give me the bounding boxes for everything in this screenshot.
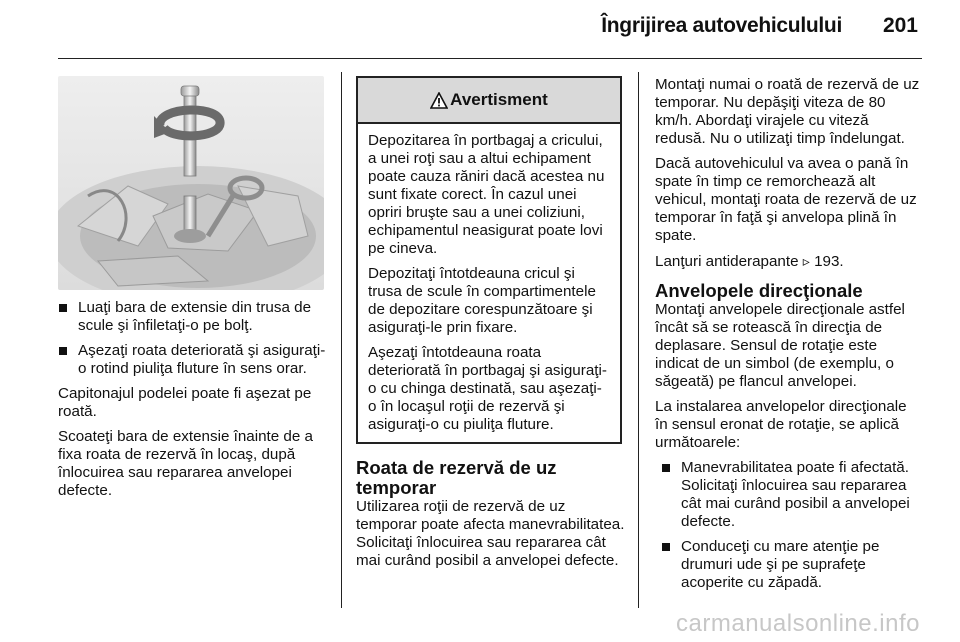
header-rule [58,58,922,59]
warning-box [356,76,622,444]
middle-column [356,458,628,577]
list-item: Aşezaţi roata deteriorată şi asiguraţi-o rotind piuliţa fluture în sens orar. [58,342,326,378]
list-item: Luaţi bara de extensie din trusa de scule şi înfiletaţi-o pe bolţ. [58,299,326,335]
column-divider-1 [341,72,342,608]
column-divider-2 [638,72,639,608]
warning-body [358,124,620,434]
paragraph: Montaţi numai o roată de rezervă de uz temporar. Nu depăşiţi viteza de 80 km/h. Abordaţi virajele cu viteză redusă. Nu o utilizaţi timp îndelungat. [655,76,920,147]
section-title: Îngrijirea autovehiculului [601,14,842,37]
paragraph: Montaţi anvelopele direcţionale astfel încât să se rotească în direcţia de deplasare. Sensul de rotaţie este indicat de un simbol (de exemplu, o săgeată) pe flancul anvelopei. [655,301,905,390]
spare-wheel-illustration [58,76,324,290]
paragraph: Scoateţi bara de extensie înainte de a fixa roata de rezervă în locaş, după înlocuirea sau repararea anvelopei defecte. [58,428,313,499]
cross-reference: Lanţuri antiderapante ▹ 193. [655,253,844,270]
paragraph: Aşezaţi întotdeauna roata deteriorată în portbagaj şi asiguraţi-o cu chinga destinată, sau aşezaţi-o în locaşul roţii de rezervă şi asiguraţi-o cu piuliţa fluture. [368,344,607,433]
paragraph: Dacă autovehiculul va avea o pană în spate în timp ce remorchează alt vehicul, montaţi roata de rezervă de uz temporar în faţă şi anvelopa plină în spate. [655,155,917,244]
bullet-square-icon [59,347,67,355]
watermark: carmanualsonline.info [676,610,920,637]
paragraph: Utilizarea roţii de rezervă de uz temporar poate afecta manevrabilitatea. Solicitaţi înlocuirea sau repararea cât mai curând posibil a anvelopei defecte. [356,498,625,569]
bullet-square-icon [59,304,67,312]
list-item: Conduceţi cu mare atenţie pe drumuri ude şi pe suprafeţe acoperite cu zăpadă. [661,538,923,592]
section-heading: Roata de rezervă de uz temporar [356,457,557,498]
paragraph: Depozitaţi întotdeauna cricul şi trusa de scule în compartimentele de depozitare corespunzătoare şi asiguraţi-le prin fixare. [368,265,596,336]
paragraph: Depozitarea în portbagaj a cricului, a unei roţi sau a altui echipament poate cauza răniri dacă acestea nu sunt fixate corect. În cazul unei opriri bruşte sau a unei coliziuni, echipamentul neasigurat poate lovi pe cineva. [368,132,605,257]
bullet-square-icon [662,464,670,472]
warning-triangle-icon [430,92,448,109]
right-column [655,76,923,599]
page-reference-arrow-icon: ▹ [802,253,810,269]
page-number: 201 [882,14,918,37]
section-heading: Anvelopele direcţionale [655,280,863,301]
left-column [58,299,326,507]
paragraph: Capitonajul podelei poate fi aşezat pe roată. [58,385,312,420]
paragraph: La instalarea anvelopelor direcţionale în sensul eronat de rotaţie, se aplică următoarele: [655,398,907,451]
warning-title: Avertisment [450,90,548,109]
reference-page: 193. [814,253,844,270]
list-item: Manevrabilitatea poate fi afectată. Solicitaţi înlocuirea sau repararea cât mai curând posibil a anvelopei defecte. [661,459,923,531]
bullet-square-icon [662,543,670,551]
warning-header [358,78,620,124]
